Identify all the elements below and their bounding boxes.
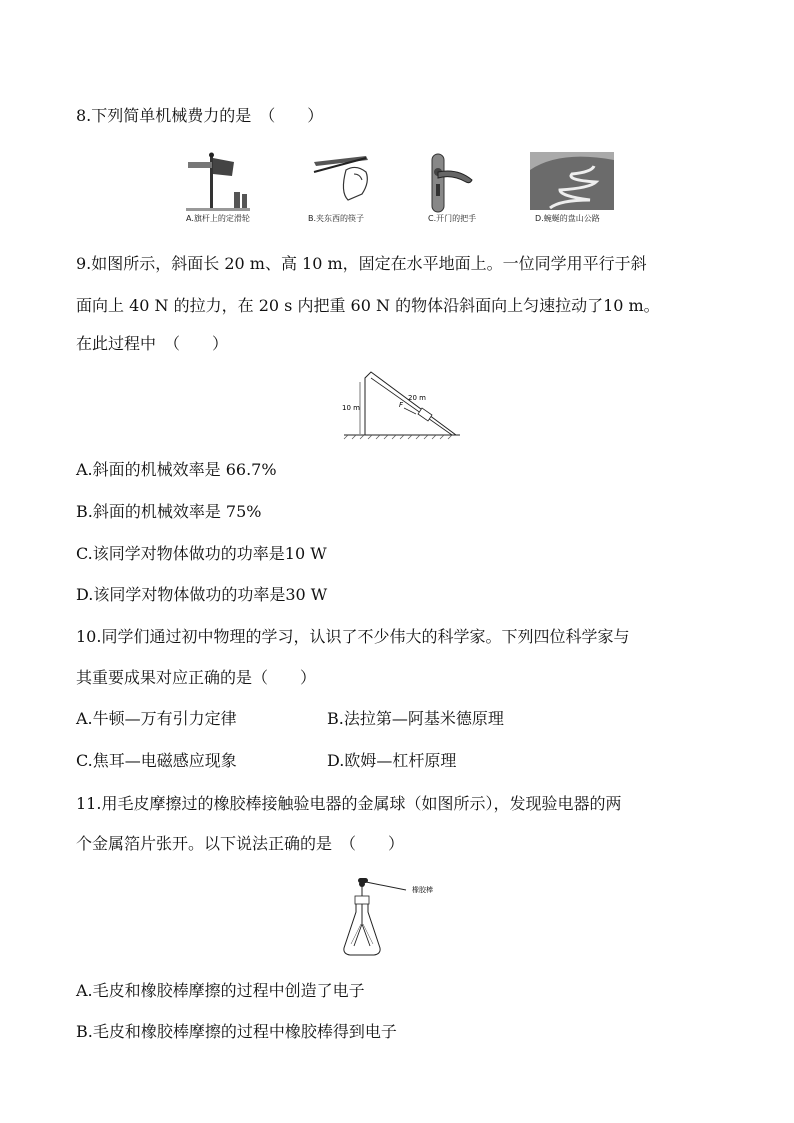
q10-option-c: C.焦耳—电磁感应现象	[76, 751, 237, 770]
q11-line1: 11.用毛皮摩擦过的橡胶棒接触验电器的金属球（如图所示），发现验电器的两	[76, 794, 622, 813]
q9-option-a: A.斜面的机械效率是 66.7%	[76, 460, 277, 479]
q9-line1: 9.如图所示，斜面长 20 m、高 10 m，固定在水平地面上。一位同学用平行于斜	[76, 254, 647, 273]
caption-c: C.开门的把手	[428, 214, 477, 223]
force-label: F	[399, 401, 404, 409]
mountain-road-image	[530, 152, 614, 210]
electroscope-diagram	[340, 872, 460, 964]
length-label: 20 m	[408, 394, 426, 402]
q9-option-b: B.斜面的机械效率是 75%	[76, 502, 262, 521]
flagpole-image	[186, 153, 250, 212]
caption-b: B.夹东西的筷子	[308, 214, 365, 223]
q11-option-a: A.毛皮和橡胶棒摩擦的过程中创造了电子	[76, 981, 365, 1000]
caption-d: D.蜿蜒的盘山公路	[535, 214, 600, 223]
q9-option-d: D.该同学对物体做功的功率是30 W	[76, 585, 328, 604]
q10-option-b: B.法拉第—阿基米德原理	[327, 709, 504, 728]
door-handle-image	[432, 154, 472, 212]
q8-stem: 8.下列简单机械费力的是 （ ）	[76, 106, 324, 125]
height-label: 10 m	[342, 404, 360, 412]
q11-line2: 个金属箔片张开。以下说法正确的是 （ ）	[76, 834, 405, 853]
q10-line1: 10.同学们通过初中物理的学习，认识了不少伟大的科学家。下列四位科学家与	[76, 627, 630, 646]
q10-option-a: A.牛顿—万有引力定律	[76, 709, 237, 728]
q9-line3: 在此过程中 （ ）	[76, 334, 229, 353]
q9-line2: 面向上 40 N 的拉力，在 20 s 内把重 60 N 的物体沿斜面向上匀速拉动了10 m。	[76, 296, 660, 315]
q10-option-d: D.欧姆—杠杆原理	[327, 751, 457, 770]
q11-option-b: B.毛皮和橡胶棒摩擦的过程中橡胶棒得到电子	[76, 1022, 397, 1041]
rubber-rod-label: 橡胶棒	[412, 886, 433, 894]
q8-images	[182, 150, 622, 218]
q10-line2: 其重要成果对应正确的是（ ）	[76, 668, 317, 687]
q9-option-c: C.该同学对物体做功的功率是10 W	[76, 544, 327, 563]
chopsticks-image	[314, 156, 368, 200]
incline-diagram	[340, 364, 464, 440]
caption-a: A.旗杆上的定滑轮	[186, 214, 250, 223]
